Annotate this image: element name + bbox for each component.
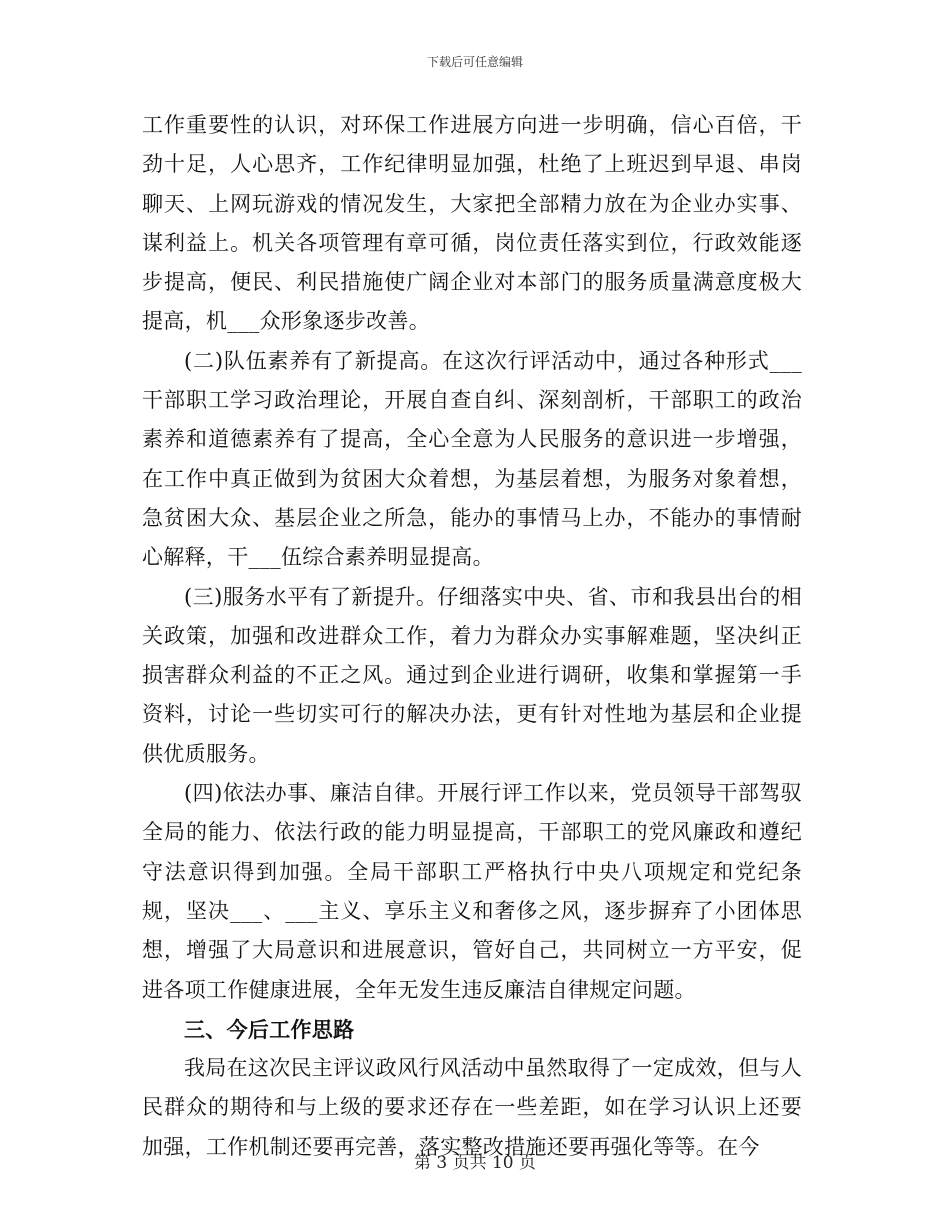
paragraph-5: 我局在这次民主评议政风行风活动中虽然取得了一定成效，但与人民群众的期待和与上级的要求还存在一些差距，如在学习认识上还要加强，工作机制还要再完善，落实整改措施还要再强化等等。在今 xyxy=(142,1056,802,1159)
paragraph-4: (四)依法办事、廉洁自律。开展行评工作以来，党员领导干部驾驭全局的能力、依法行政的能力明显提高，干部职工的党风廉政和遵纪守法意识得到加强。全局干部职工严格执行中央八项规定和党纪条规，坚决___、___主义、享乐主义和奢侈之风，逐步摒弃了小团体思想，增强了大局意识和进展意识，管好自己，共同树立一方平安，促进各项工作健康进展，全年无发生违反廉洁自律规定问题。 xyxy=(142,781,802,1002)
paragraph-3: (三)服务水平有了新提升。仔细落实中央、省、市和我县出台的相关政策，加强和改进群众工作，着力为群众办实事解难题，坚决纠正损害群众利益的不正之风。通过到企业进行调研，收集和掌握第一手资料，讨论一些切实可行的解决办法，更有针对性地为基层和企业提供优质服务。 xyxy=(142,584,802,766)
document-body xyxy=(142,106,802,1167)
page-header: 下载后可任意编辑 xyxy=(426,55,523,69)
paragraph-1: 工作重要性的认识，对环保工作进展方向进一步明确，信心百倍，干劲十足，人心思齐，工作纪律明显加强，杜绝了上班迟到早退、串岗聊天、上网玩游戏的情况发生，大家把全部精力放在为企业办实事、谋利益上。机关各项管理有章可循，岗位责任落实到位，行政效能逐步提高，便民、利民措施使广阔企业对本部门的服务质量满意度极大提高，机___众形象逐步改善。 xyxy=(142,113,802,334)
paragraph-2: (二)队伍素养有了新提高。在这次行评活动中，通过各种形式___干部职工学习政治理论，开展自查自纠、深刻剖析，干部职工的政治素养和道德素养有了提高，全心全意为人民服务的意识进一步增强，在工作中真正做到为贫困大众着想，为基层着想，为服务对象着想，急贫困大众、基层企业之所急，能办的事情马上办，不能办的事情耐心解释，干___伍综合素养明显提高。 xyxy=(142,348,802,570)
section-heading: 三、今后工作思路 xyxy=(184,1016,355,1042)
page-number: 第 3 页共 10 页 xyxy=(413,1153,537,1173)
